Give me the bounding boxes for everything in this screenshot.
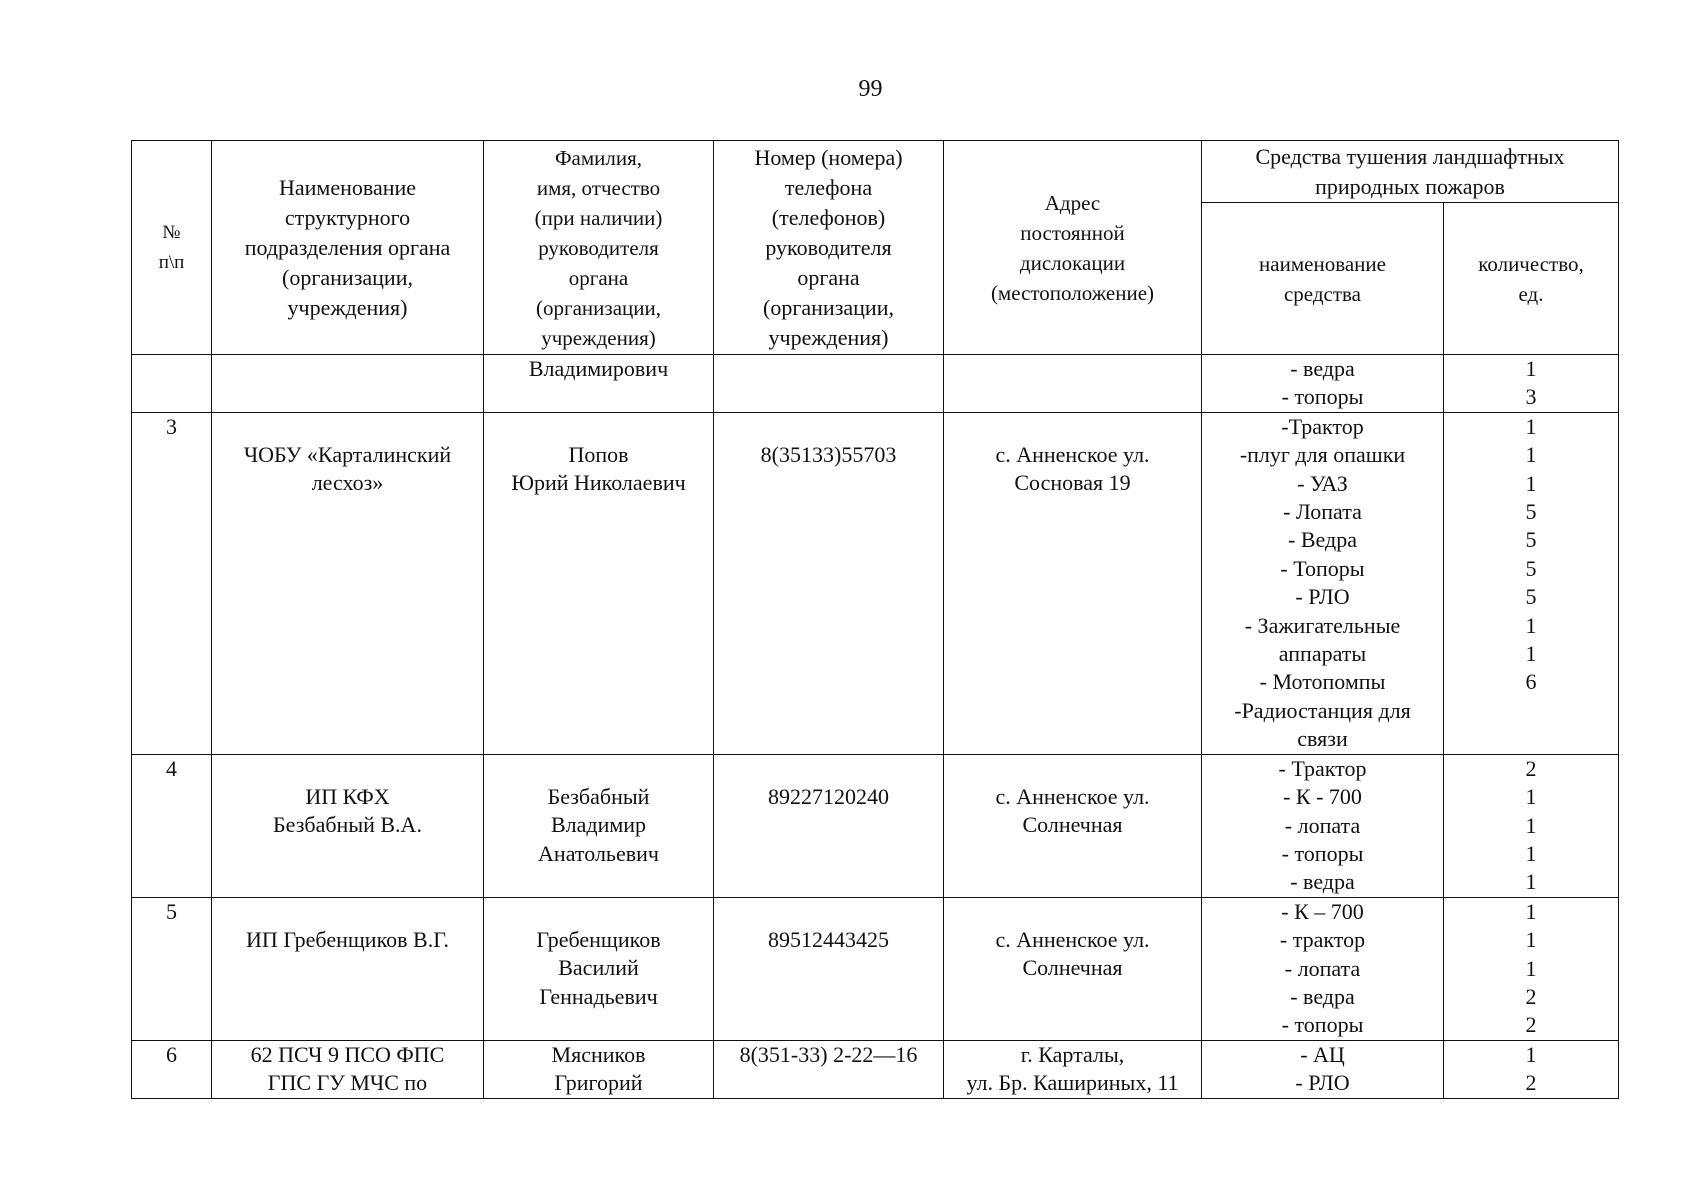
table-row <box>132 355 1619 413</box>
qty-item: 1 <box>1525 898 1537 924</box>
cell-head-name-line: Безбабный <box>547 783 650 809</box>
qty-item: 1 <box>1525 413 1537 439</box>
cell-means-qty <box>1444 897 1619 1040</box>
qty-item: 1 <box>1525 612 1537 638</box>
header-line: учреждения) <box>768 324 889 350</box>
cell-means-name <box>1202 412 1444 754</box>
header-line: (организации, <box>536 295 661 320</box>
cell-org-name-line: ЧОБУ «Карталинский <box>243 441 452 467</box>
header-line: Средства тушения ландшафтных <box>1255 143 1565 169</box>
cell-org-name <box>212 355 484 413</box>
cell-phone <box>714 1040 944 1098</box>
qty-item: 1 <box>1525 927 1537 953</box>
header-line: № <box>162 221 181 243</box>
header-line: подразделения органа <box>244 234 451 260</box>
qty-item: 2 <box>1525 1012 1537 1038</box>
cell-address <box>944 897 1202 1040</box>
cell-means-qty <box>1444 355 1619 413</box>
qty-item: 3 <box>1525 384 1537 410</box>
qty-item: 2 <box>1525 1070 1537 1096</box>
means-item: - Мотопомпы <box>1259 669 1386 695</box>
cell-org-name-line: 62 ПСЧ 9 ПСО ФПС <box>250 1041 445 1067</box>
cell-head-name-line: Гребенщиков <box>536 926 661 952</box>
means-item: - АЦ <box>1300 1041 1345 1067</box>
cell-head-name-line: Владимирович <box>528 356 669 381</box>
means-item: - трактор <box>1279 927 1366 953</box>
cell-org-name-line: Безбабный В.А. <box>273 812 422 838</box>
header-line: руководителя <box>538 235 659 260</box>
header-line: дислокации <box>1019 250 1126 275</box>
means-item: - топоры <box>1281 384 1364 410</box>
means-item: - Топоры <box>1280 555 1365 581</box>
cell-head-name-line: Григорий <box>554 1070 643 1096</box>
cell-address-line: с. Анненское ул. <box>995 783 1150 809</box>
cell-head-name-line: Юрий Николаевич <box>511 470 686 496</box>
means-item: - Ведра <box>1288 527 1357 553</box>
qty-item: 1 <box>1525 470 1537 496</box>
means-item: -Радиостанция для <box>1234 697 1411 723</box>
cell-head-name <box>484 355 714 413</box>
cell-address-line: ул. Бр. Кашириных, 11 <box>966 1070 1179 1096</box>
table-row <box>132 754 1619 897</box>
header-line: телефона <box>784 174 873 200</box>
means-item: - топоры <box>1281 840 1364 866</box>
cell-head-name <box>484 1040 714 1098</box>
table-row <box>132 1040 1619 1098</box>
means-item: - К - 700 <box>1283 784 1362 810</box>
means-item: аппараты <box>1278 641 1367 667</box>
header-line: Наименование <box>278 174 417 200</box>
qty-item: 5 <box>1525 527 1537 553</box>
cell-address-line: Солнечная <box>1022 812 1123 838</box>
qty-item: 1 <box>1525 356 1537 381</box>
cell-phone-line: 89227120240 <box>768 783 889 809</box>
header-line: ед. <box>1518 281 1544 306</box>
header-line: п\п <box>158 251 185 273</box>
header-org-name <box>212 141 484 355</box>
cell-address-line: с. Анненское ул. <box>995 441 1150 467</box>
cell-org-name <box>212 1040 484 1098</box>
header-line: учреждения) <box>541 325 656 350</box>
header-means-qty <box>1444 203 1619 355</box>
table-row <box>132 897 1619 1040</box>
means-item: - РЛО <box>1295 584 1350 610</box>
header-line: (организации, <box>763 294 894 320</box>
cell-org-name-line: ГПС ГУ МЧС по <box>267 1070 428 1096</box>
cell-head-name-line: Василий <box>558 955 639 981</box>
means-item: - Лопата <box>1283 499 1362 525</box>
qty-item: 1 <box>1525 840 1537 866</box>
header-line: (местоположение) <box>990 280 1155 305</box>
cell-org-name-line: лесхоз» <box>311 470 384 496</box>
qty-item: 1 <box>1525 812 1537 838</box>
cell-address-line: г. Карталы, <box>1020 1041 1125 1067</box>
cell-org-name <box>212 897 484 1040</box>
cell-head-name <box>484 412 714 754</box>
header-line: органа <box>797 264 860 290</box>
qty-item: 6 <box>1525 669 1537 695</box>
means-item: - топоры <box>1281 1012 1364 1038</box>
cell-head-name-line: Геннадьевич <box>539 983 658 1009</box>
header-means-name <box>1202 203 1444 355</box>
page-number: 99 <box>858 76 883 102</box>
cell-means-qty <box>1444 1040 1619 1098</box>
means-item: - ведра <box>1290 983 1355 1009</box>
header-num <box>132 141 212 355</box>
cell-address <box>944 1040 1202 1098</box>
qty-item: 1 <box>1525 869 1537 895</box>
means-item: - Зажигательные <box>1244 612 1401 638</box>
means-item: - УАЗ <box>1297 470 1348 496</box>
cell-phone <box>714 754 944 897</box>
header-line: имя, отчество <box>536 175 661 200</box>
cell-head-name-line: Анатольевич <box>538 840 659 866</box>
header-line: руководителя <box>765 234 892 260</box>
header-address <box>944 141 1202 355</box>
means-item: - ведра <box>1290 356 1355 381</box>
header-line: учреждения) <box>287 294 408 320</box>
header-line: Номер (номера) <box>754 144 903 170</box>
qty-item: 5 <box>1525 584 1537 610</box>
cell-address <box>944 355 1202 413</box>
qty-item: 1 <box>1525 784 1537 810</box>
qty-item: 1 <box>1525 442 1537 468</box>
cell-org-name <box>212 412 484 754</box>
cell-num: 5 <box>132 897 212 1040</box>
means-item: - РЛО <box>1295 1070 1350 1096</box>
means-item: - лопата <box>1284 812 1361 838</box>
cell-head-name <box>484 754 714 897</box>
cell-phone <box>714 412 944 754</box>
header-line: наименование <box>1259 251 1386 276</box>
means-item: - лопата <box>1284 955 1361 981</box>
means-item: - ведра <box>1290 869 1355 895</box>
header-line: постоянной <box>1020 220 1125 245</box>
header-line: органа <box>568 265 629 290</box>
header-line: количество, <box>1478 251 1584 276</box>
cell-org-name <box>212 754 484 897</box>
cell-head-name-line: Попов <box>568 441 629 467</box>
cell-address <box>944 754 1202 897</box>
cell-org-name-line: ИП КФХ <box>305 783 390 809</box>
table-row <box>132 412 1619 754</box>
header-line: Фамилия, <box>554 145 643 170</box>
qty-item: 1 <box>1525 1041 1537 1067</box>
header-line: (телефонов) <box>771 204 886 230</box>
cell-means-name <box>1202 1040 1444 1098</box>
means-item: -Трактор <box>1281 413 1364 439</box>
qty-item: 1 <box>1525 955 1537 981</box>
cell-phone-line: 8(35133)55703 <box>760 441 897 467</box>
qty-item: 2 <box>1525 755 1537 781</box>
header-line: природных пожаров <box>1315 173 1505 199</box>
cell-num: 6 <box>132 1040 212 1098</box>
cell-address <box>944 412 1202 754</box>
qty-item: 5 <box>1525 555 1537 581</box>
cell-head-name-line: Владимир <box>550 812 647 838</box>
cell-means-name <box>1202 754 1444 897</box>
table-body <box>132 355 1619 1099</box>
qty-item: 1 <box>1525 641 1537 667</box>
cell-means-qty <box>1444 412 1619 754</box>
cell-phone <box>714 897 944 1040</box>
cell-address-line: с. Анненское ул. <box>995 926 1150 952</box>
cell-means-name <box>1202 355 1444 413</box>
header-line: (при наличии) <box>534 205 663 230</box>
cell-num: 4 <box>132 754 212 897</box>
cell-means-name <box>1202 897 1444 1040</box>
cell-phone-line: 8(351-33) 2-22—16 <box>739 1041 918 1067</box>
qty-item: 2 <box>1525 983 1537 1009</box>
cell-org-name-line: ИП Гребенщиков В.Г. <box>246 926 449 952</box>
header-head-name <box>484 141 714 355</box>
header-line: Адрес <box>1044 190 1101 215</box>
means-item: -плуг для опашки <box>1239 442 1406 468</box>
header-line: средства <box>1283 281 1361 306</box>
means-item: - Трактор <box>1278 755 1367 781</box>
cell-head-name <box>484 897 714 1040</box>
cell-address-line: Сосновая 19 <box>1014 470 1131 496</box>
cell-address-line: Солнечная <box>1022 955 1123 981</box>
header-means-group <box>1202 141 1619 203</box>
cell-head-name-line: Мясников <box>551 1041 646 1067</box>
table-header <box>132 141 1619 355</box>
cell-num: 3 <box>132 412 212 754</box>
cell-means-qty <box>1444 754 1619 897</box>
header-line: (организации, <box>282 264 413 290</box>
header-phone <box>714 141 944 355</box>
header-line: структурного <box>284 204 411 230</box>
means-item: - К – 700 <box>1281 898 1364 924</box>
fire-means-table <box>131 140 1619 1099</box>
cell-phone <box>714 355 944 413</box>
cell-num <box>132 355 212 413</box>
qty-item: 5 <box>1525 499 1537 525</box>
means-item: связи <box>1297 726 1348 752</box>
cell-phone-line: 89512443425 <box>768 926 889 952</box>
